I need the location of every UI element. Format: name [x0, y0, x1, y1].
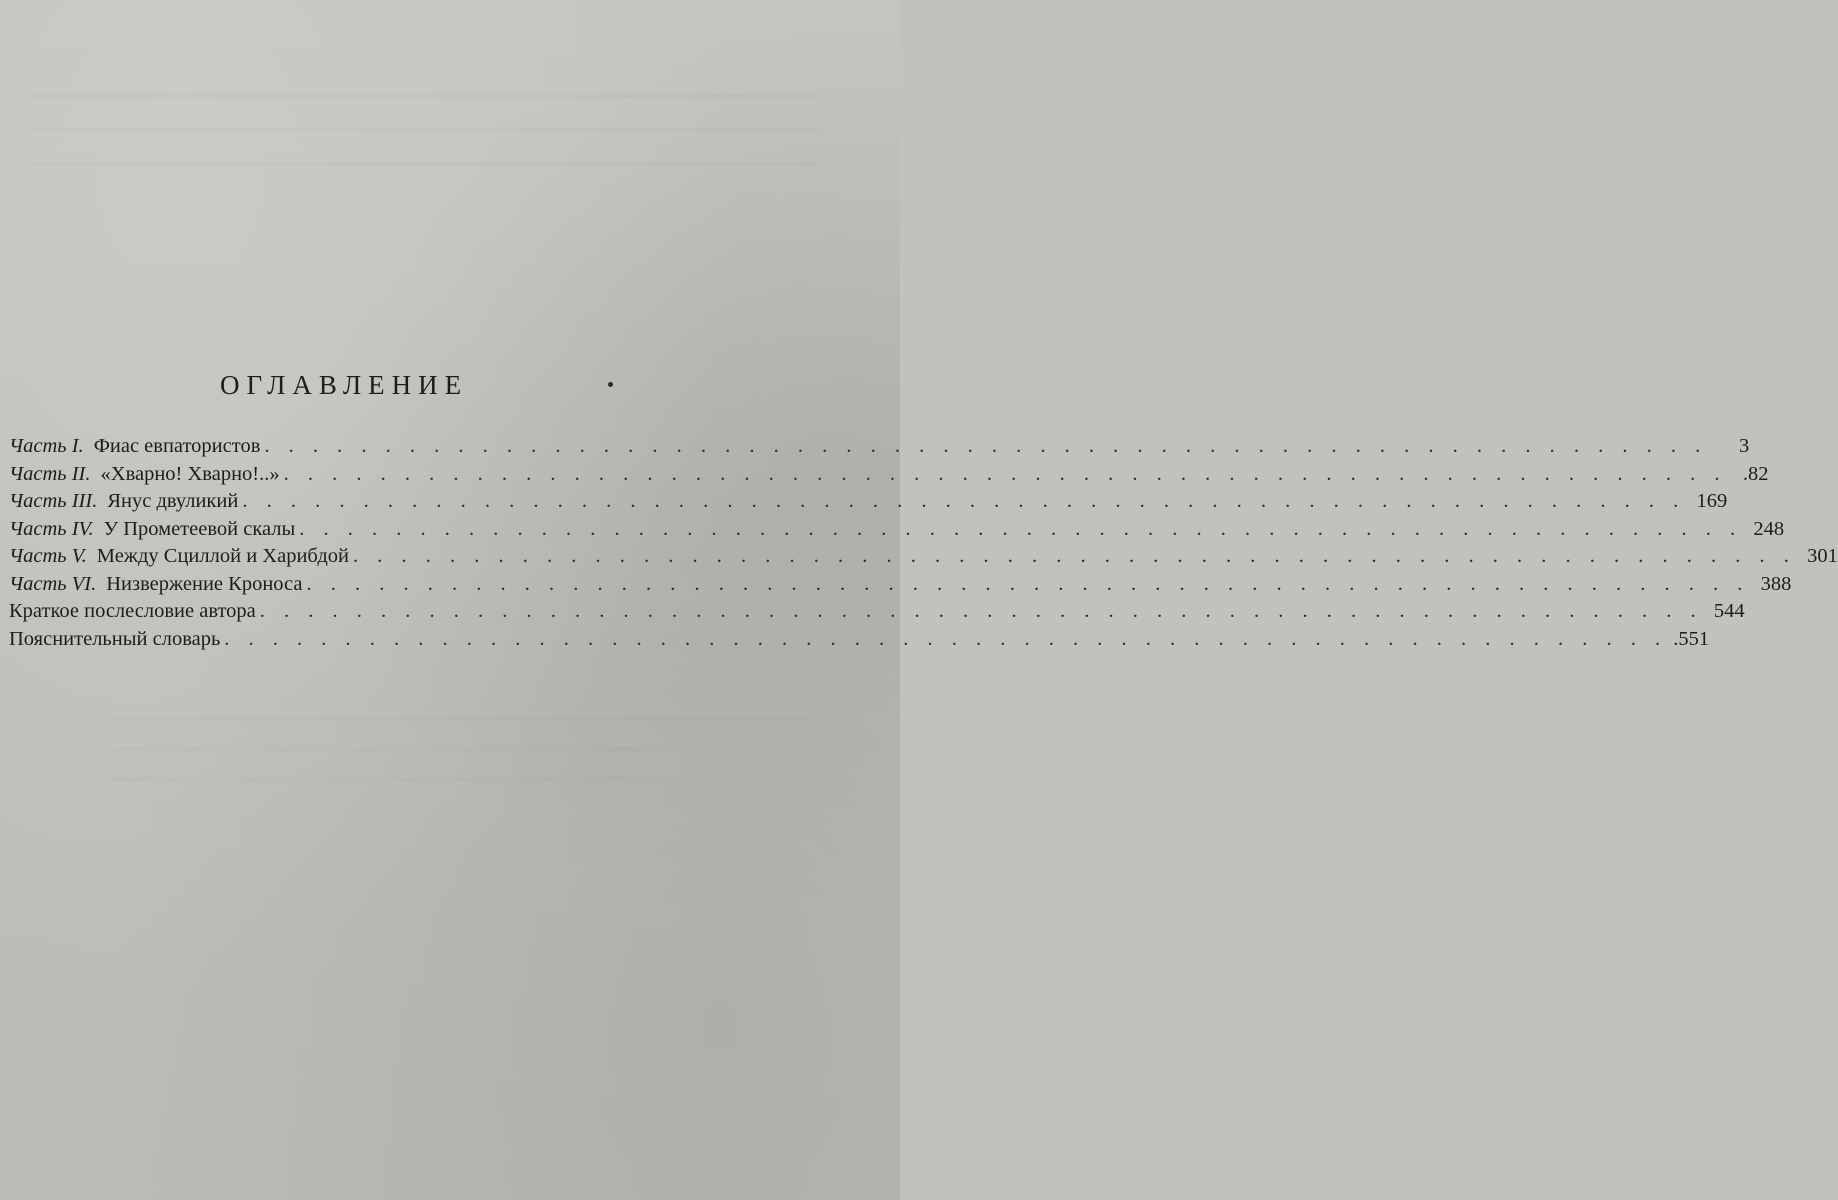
- toc-entry: [9, 516, 1785, 544]
- toc-page-number: 169: [1696, 490, 1728, 512]
- toc-page-number: 544: [1713, 600, 1745, 622]
- ink-speck: [608, 382, 613, 387]
- toc-part-label: Часть II.: [9, 462, 91, 485]
- table-of-contents: [9, 433, 1838, 653]
- toc-title: Краткое послесловие автора: [9, 600, 256, 622]
- toc-page-number: .551: [1673, 627, 1710, 650]
- dot-leader: . . . . . . . . . . . . . . . . . . . . . . . . . . . . . . . . . . . . . . . . . . . . . . . . . . . . . . . . . . . .: [283, 462, 1727, 485]
- toc-title: Пояснительный словарь: [9, 627, 221, 650]
- show-through-text-lower: [110, 690, 810, 780]
- toc-part-label: Часть III.: [9, 490, 98, 512]
- toc-part-label: Часть I.: [9, 435, 84, 457]
- toc-title: У Прометеевой скалы: [103, 517, 296, 540]
- toc-title: Между Сциллой и Харибдой: [96, 545, 349, 567]
- toc-page-number: 3: [1739, 435, 1750, 457]
- toc-entry: [9, 571, 1792, 599]
- dot-leader: . . . . . . . . . . . . . . . . . . . . . . . . . . . . . . . . . . . . . . . . . . . . . . . . . . . . . . . . . . . .: [259, 600, 1703, 622]
- toc-page-number: 388: [1760, 572, 1792, 595]
- dot-leader: . . . . . . . . . . . . . . . . . . . . . . . . . . . . . . . . . . . . . . . . . . . . . . . . . . . . . . . . . . . .: [353, 545, 1796, 567]
- toc-entry: [9, 433, 1750, 461]
- toc-title: Фиас евпатористов: [93, 435, 261, 457]
- dot-leader: . . . . . . . . . . . . . . . . . . . . . . . . . . . . . . . . . . . . . . . . . . . . . . . . . . . . . . . . . . . .: [264, 435, 1708, 457]
- toc-title: Низвержение Кроноса: [106, 572, 303, 595]
- toc-title: Янус двуликий: [107, 490, 239, 512]
- dot-leader: . . . . . . . . . . . . . . . . . . . . . . . . . . . . . . . . . . . . . . . . . . . . . . . . . . . . . . . . . . . .: [224, 627, 1668, 650]
- toc-entry: [9, 598, 1745, 626]
- toc-page-number: .82: [1742, 462, 1769, 485]
- toc-page-number: 301: [1807, 545, 1838, 567]
- dot-leader: . . . . . . . . . . . . . . . . . . . . . . . . . . . . . . . . . . . . . . . . . . . . . . . . . . . . . . . . . . . .: [306, 572, 1750, 595]
- dot-leader: . . . . . . . . . . . . . . . . . . . . . . . . . . . . . . . . . . . . . . . . . . . . . . . . . . . . . . . . . . . .: [299, 517, 1743, 540]
- toc-entry: [9, 488, 1728, 516]
- toc-entry: [9, 543, 1838, 571]
- toc-part-label: Часть IV.: [9, 517, 94, 540]
- contents-heading: ОГЛАВЛЕНИЕ: [220, 370, 469, 400]
- toc-part-label: Часть V.: [9, 545, 87, 567]
- toc-entry: [9, 461, 1769, 489]
- toc-part-label: Часть VI.: [9, 572, 97, 595]
- show-through-text: [30, 95, 820, 165]
- toc-entry: [9, 626, 1710, 654]
- dot-leader: . . . . . . . . . . . . . . . . . . . . . . . . . . . . . . . . . . . . . . . . . . . . . . . . . . . . . . . . . . . .: [242, 490, 1686, 512]
- toc-title: «Хварно! Хварно!..»: [100, 462, 280, 485]
- toc-page-number: 248: [1753, 517, 1785, 540]
